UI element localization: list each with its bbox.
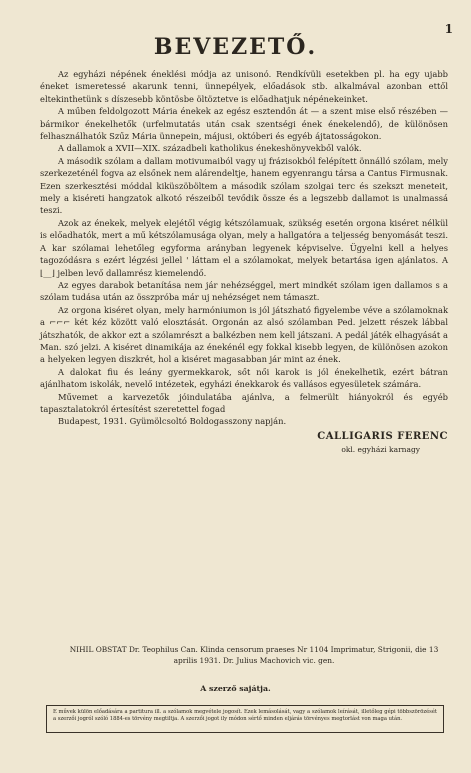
paragraph-9: Művemet a karvezetők jóindulatába ajánlva, a felmerült hiányokról és egyéb tapasztalatokról értesítést szeretettel fogad xyxy=(40,391,448,414)
ownership-note: A szerző sajátja. xyxy=(200,684,271,693)
copyright-notice: E művek külön előadására a partitura ill. a szólamok megvétele jogosít. Ezek lemásolását, vagy a szólamok leírását, illetőleg gépi többszörözését a szerzői jogról szóló 1884-es törvény megtiltja. A szerzői jogot ily módon sértő minden eljárás törvényes megtorlást von maga után. xyxy=(46,705,444,733)
paragraph-4: A második szólam a dallam motivumaiból vagy uj frázisokból felépített önnálló szólam, mely szerkezeténél fogva az elsőnek nem alárendeltje, hanem egyenrangu társa a Cantus Firmusnak. Ezen szerkesztési móddal kiküszöböltem a második szólam szolgai terc és szekszt meneteit, mely a kiséreti hangzatok alkotó részeiből tevődik össze és a legszebb dallamot is unalmassá teszi. xyxy=(40,155,448,216)
page-title: BEVEZETŐ. xyxy=(153,34,318,60)
body-text xyxy=(40,68,448,457)
signer-name: CALLIGARIS FERENC xyxy=(317,430,448,442)
paragraph-3: A dallamok a XVII—XIX. századbeli katholikus énekeshönyvekből valók. xyxy=(58,143,362,154)
paragraph-5: Azok az énekek, melyek elejétől végig kétszólamuak, szükség esetén orgona kiséret nélkül is előadhatók, mert a mű kétszólamusága olyan, mely a hallgatóra a teljesség benyomását teszi. A kar szólamai lehetőleg egyforma arányban legyenek képviselve. Ügyelni kell a helyes tagozódásra s ezért légzési jellel ' láttam el a szólamokat, melyek betartása igen ajánlatos. A ⌊__⌋ jelben levő dallamrész kiemelendő. xyxy=(40,217,448,278)
sign-date: Budapest, 1931. Gyümölcsoltó Boldogasszony napján. xyxy=(58,416,287,427)
imprimatur: NIHIL OBSTAT Dr. Teophilus Can. Klinda censorum praeses Nr 1104 Imprimatur, Strigonii, die 13 aprilis 1931. Dr. Julius Machovich vic. gen. xyxy=(69,645,439,665)
signer-role: okl. egyházi karnagy xyxy=(341,445,420,455)
paragraph-2: A műben feldolgozott Mária énekek az egész esztendőn át — a szent mise első részében — bármikor énekelhetők (urfelmutatás után csak szentségi ének énekelendő), de különösen felhasználhatók Szűz Mária ünnepein, májusi, októberi és egyéb ájtatosságokon. xyxy=(40,106,448,142)
paragraph-1: Az egyházi népének éneklési módja az unisonó. Rendkívüli esetekben pl. ha egy ujabb éneket ismeretessé akarunk tenni, ünnepélyek, előadások stb. alkalmával azonban ettől eltekinthetünk s díszesebb köntösbe öltöztetve is előadhatjuk népénekeinket. xyxy=(40,69,448,104)
paragraph-8: A dalokat fiu és leány gyermekkarok, sőt női karok is jól énekelhetik, ezért bátran ajánlhatom iskolák, nevelő intézetek, egyházi énekkarok és vallásos egyesületek számára. xyxy=(40,366,448,390)
page-number: 1 xyxy=(444,22,453,36)
paragraph-6: Az egyes darabok betanítása nem jár nehézséggel, mert mindkét szólam igen dallamos s a szólam tudása után az összpróba már uj nehézséget nem támaszt. xyxy=(40,279,448,303)
paragraph-7: Az orgona kiséret olyan, mely harmóniumon is jól játszható figyelembe véve a szólamoknak a ⌐⌐⌐ két kéz között való elosztását. Orgonán az alsó szólamban Ped. jelzett részek lábbal játszhatók, de akkor ezt a szólamrészt a balkézben nem kell játszani. A pedál játék elhagyását a Man. szó jelzi. A kiséret dinamikája az énekénél egy fokkal kisebb legyen, de különösen azokon a helyeken legyen diszkrét, hol a kiséret magasabban jár mint az ének. xyxy=(40,304,448,365)
